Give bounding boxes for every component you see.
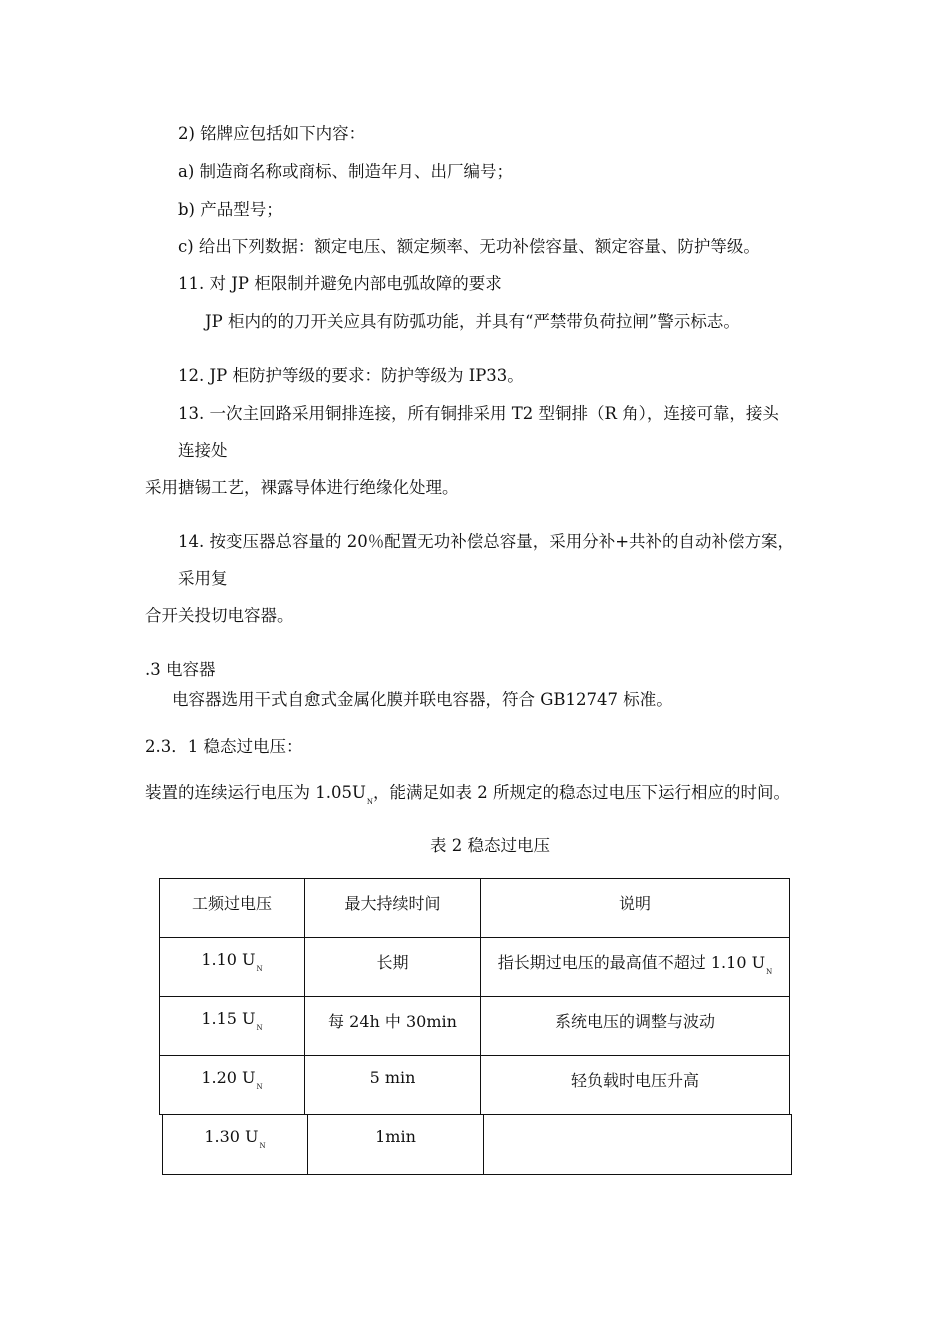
table-cell: 1.15 $U_N$ bbox=[160, 997, 305, 1056]
table-cell: 1.10 $U_N$ bbox=[160, 938, 305, 997]
steady-overvoltage-heading: 2.3．1 稳态过电压： bbox=[145, 737, 303, 756]
table-caption: 表 2 稳态过电压 bbox=[430, 836, 550, 855]
table-row bbox=[160, 1056, 790, 1115]
table-header: 说明 bbox=[481, 879, 790, 938]
table-cell: 指长期过电压的最高值不超过 1.10 $U_N$ bbox=[481, 938, 790, 997]
continuous-voltage-sentence: 装置的连续运行电压为 $1.05U_N$，能满足如表 2 所规定的稳态过电压下运行相应的时间。 bbox=[145, 783, 791, 806]
table-row bbox=[163, 1115, 792, 1175]
table-cell: 1.20 $U_N$ bbox=[160, 1056, 305, 1115]
list-item-nameplate: 2) 铭牌应包括如下内容： bbox=[178, 124, 366, 143]
list-item-c: c) 给出下列数据：额定电压、额定频率、无功补偿容量、额定容量、防护等级。 bbox=[178, 237, 760, 256]
table-cell: 1min bbox=[308, 1115, 484, 1175]
section-13-line3: 采用搪锡工艺，裸露导体进行绝缘化处理。 bbox=[145, 478, 459, 497]
section-13-line1: 13. 一次主回路采用铜排连接，所有铜排采用 T2 型铜排（R 角），连接可靠，接头 bbox=[178, 404, 779, 423]
table-cell: 轻负载时电压升高 bbox=[481, 1056, 790, 1115]
table-cell: 5 min bbox=[305, 1056, 481, 1115]
table-header: 最大持续时间 bbox=[305, 879, 481, 938]
table-cell: 长期 bbox=[305, 938, 481, 997]
capacitor-body: 电容器选用干式自愈式金属化膜并联电容器，符合 GB12747 标准。 bbox=[172, 690, 673, 709]
table-cell bbox=[484, 1115, 792, 1175]
overvoltage-table-continued bbox=[162, 1114, 792, 1175]
table-cell: 系统电压的调整与波动 bbox=[481, 997, 790, 1056]
table-row bbox=[160, 997, 790, 1056]
section-11-heading: 11. 对 JP 柜限制并避免内部电弧故障的要求 bbox=[178, 274, 502, 293]
section-14-line1: 14. 按变压器总容量的 20％配置无功补偿总容量，采用分补+共补的自动补偿方案， bbox=[178, 532, 795, 551]
section-14-line3: 合开关投切电容器。 bbox=[145, 606, 294, 625]
capacitor-heading: .3 电容器 bbox=[145, 660, 216, 679]
overvoltage-table bbox=[159, 878, 790, 1115]
table-row bbox=[160, 938, 790, 997]
section-11-body: JP 柜内的的刀开关应具有防弧功能，并具有“严禁带负荷拉闸”警示标志。 bbox=[205, 312, 740, 331]
table-header: 工频过电压 bbox=[160, 879, 305, 938]
section-14-line2: 采用复 bbox=[178, 569, 228, 588]
table-cell: 每 24h 中 30min bbox=[305, 997, 481, 1056]
section-13-line2: 连接处 bbox=[178, 441, 228, 460]
section-12: 12. JP 柜防护等级的要求：防护等级为 IP33。 bbox=[178, 366, 524, 385]
list-item-b: b) 产品型号； bbox=[178, 200, 283, 219]
table-header-row bbox=[160, 879, 790, 938]
table-cell: 1.30 $U_N$ bbox=[163, 1115, 308, 1175]
list-item-a: a) 制造商名称或商标、制造年月、出厂编号； bbox=[178, 162, 514, 181]
